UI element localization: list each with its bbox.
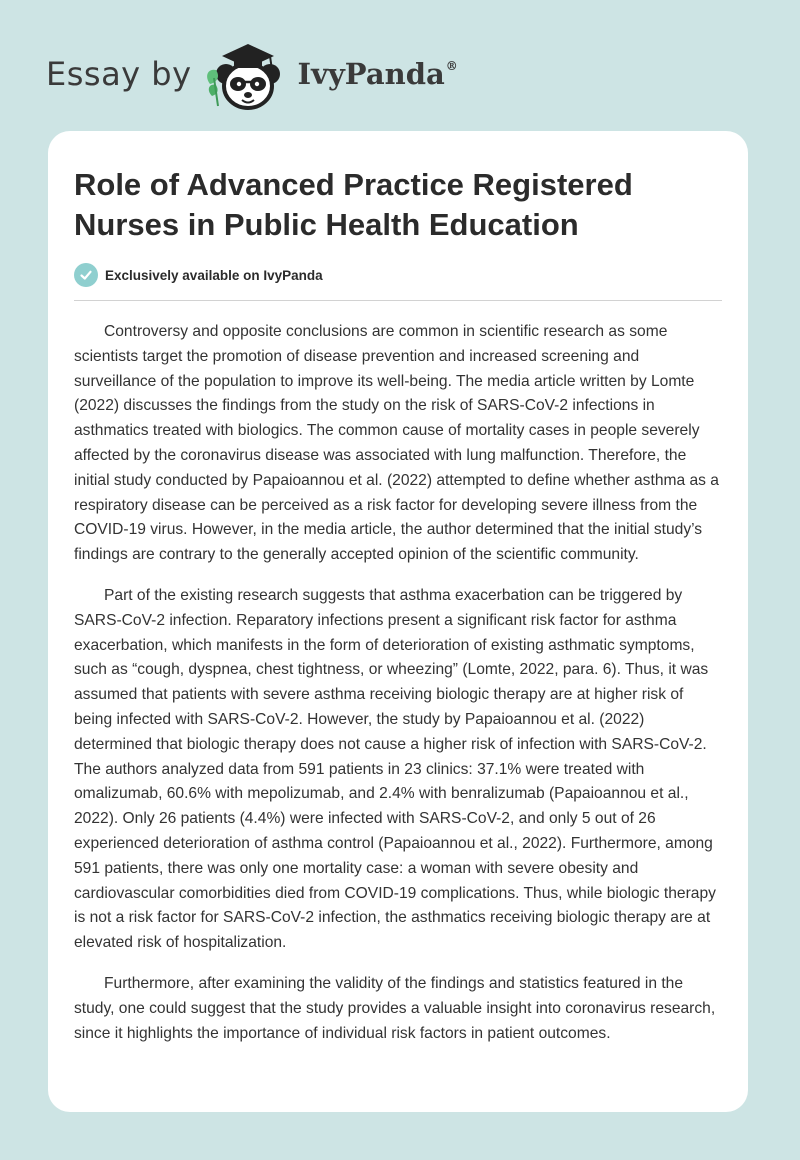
essay-body	[74, 320, 722, 1046]
registered-mark: ®	[445, 59, 458, 73]
site-header	[46, 34, 458, 114]
panda-logo-icon[interactable]	[200, 34, 296, 114]
essay-title: Role of Advanced Practice Registered Nurses in Public Health Education	[74, 167, 633, 242]
brand-name[interactable]: IvyPanda®	[297, 57, 458, 91]
exclusive-badge	[74, 263, 722, 301]
paragraph: Furthermore, after examining the validity of the findings and statistics featured in the study, one could suggest that the study provides a valuable insight into coronavirus research, since it highlights the importance of individual risk factors in patient outcomes.	[74, 974, 716, 1042]
paragraph: Part of the existing research suggests that asthma exacerbation can be triggered by SARS-CoV-2 infection. Reparatory infections present a significant risk factor for asthma exacerbation, which manifests in the form of deterioration of existing asthmatic symptoms, such as “cough, dyspnea, chest tightness, or wheezing” (Lomte, 2022, para. 6). Thus, it was assumed that patients with severe asthma receiving biologic therapy are at higher risk of being infected with SARS-CoV-2. However, the study by Papaioannou et al. (2022) determined that biologic therapy does not cause a higher risk of infection with SARS-CoV-2. The authors analyzed data from 591 patients in 23 clinics: 37.1% were treated with omalizumab, 60.6% with mepolizumab, and 2.4% with benralizumab (Papaioannou et al., 2022). Only 26 patients (4.4%) were infected with SARS-CoV-2, and only 5 out of 26 experienced deterioration of asthma control (Papaioannou et al., 2022). Furthermore, among 591 patients, there was only one mortality case: a woman with severe obesity and cardiovascular comorbidities died from COVID-19 complications. Thus, while biologic therapy is not a risk factor for SARS-CoV-2 infection, the asthmatics receiving biologic therapy are at elevated risk of hospitalization.	[74, 586, 716, 952]
exclusive-badge-label: Exclusively available on IvyPanda	[105, 267, 323, 283]
check-icon	[74, 263, 98, 287]
essay-by-label: Essay by	[46, 55, 192, 93]
essay-card	[48, 131, 748, 1112]
paragraph: Controversy and opposite conclusions are common in scientific research as some scientists target the promotion of disease prevention and increased screening and surveillance of the population to improve its well-being. The media article written by Lomte (2022) discusses the findings from the study on the risk of SARS-CoV-2 infections in asthmatics treated with biologics. The common cause of mortality cases in people severely affected by the coronavirus disease was associated with lung malfunction. Therefore, the initial study conducted by Papaioannou et al. (2022) attempted to define whether asthma as a respiratory disease can be perceived as a risk factor for developing severe illness from the COVID-19 virus. However, in the media article, the author determined that the initial study’s findings are contrary to the generally accepted opinion of the scientific community.	[74, 323, 719, 564]
